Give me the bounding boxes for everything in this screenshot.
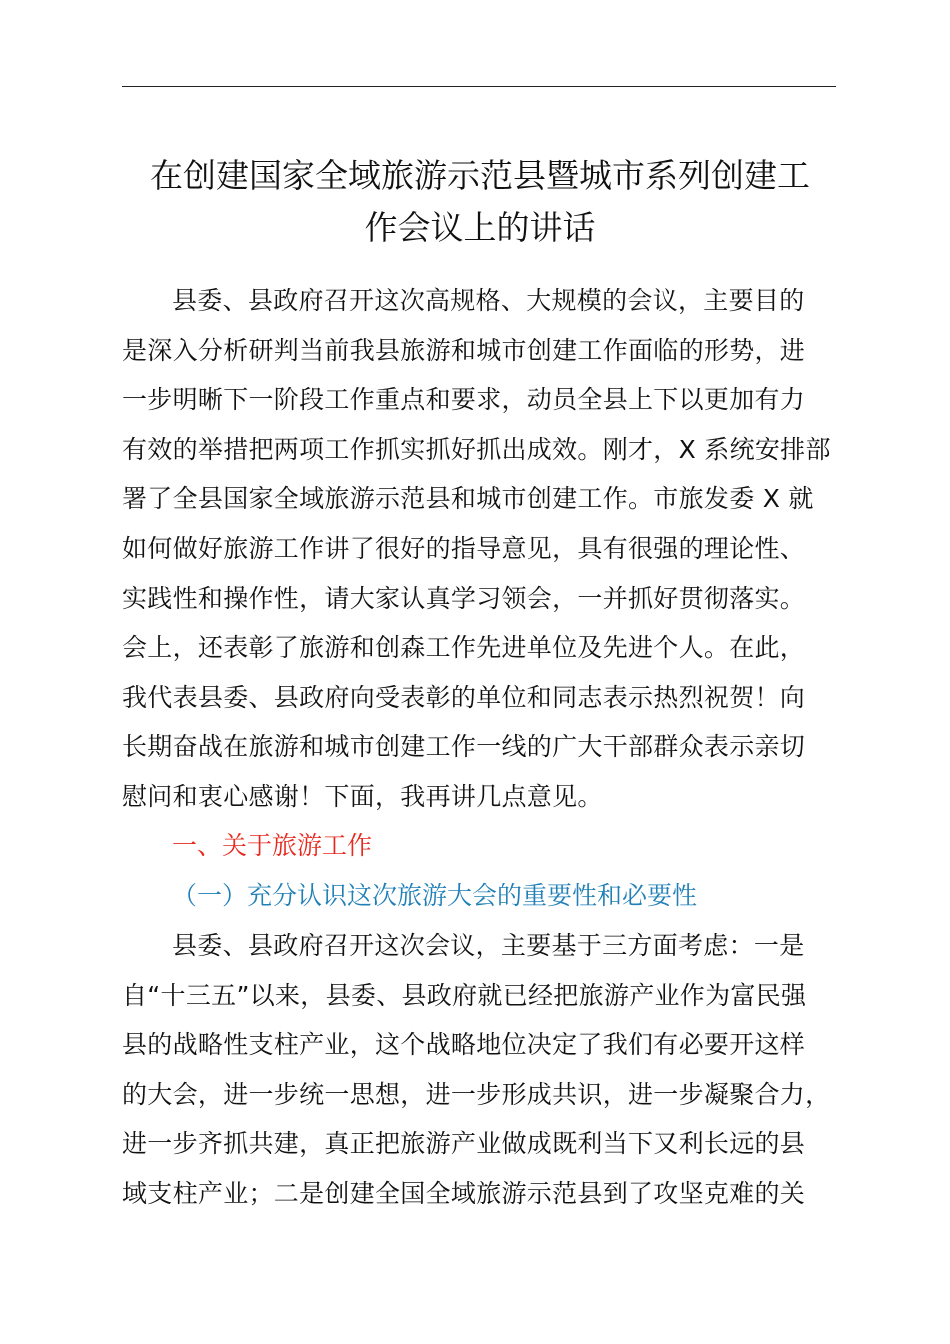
- title-line: 作会议上的讲话: [364, 208, 596, 247]
- paragraph-line: 有效的举措把两项工作抓实抓好抓出成效。刚才，X 系统安排部: [122, 434, 831, 464]
- paragraph-line: 慰问和衷心感谢！下面，我再讲几点意见。: [122, 781, 603, 811]
- subsection-heading: （一）充分认识这次旅游大会的重要性和必要性: [172, 881, 698, 910]
- paragraph-line: 署了全县国家全域旅游示范县和城市创建工作。市旅发委 X 就: [122, 484, 814, 514]
- document-title: [110, 150, 850, 254]
- paragraph-line: 县委、县政府召开这次高规格、大规模的会议，主要目的: [172, 286, 805, 315]
- paragraph-line: 的大会，进一步统一思想，进一步形成共识，进一步凝聚合力，: [122, 1079, 831, 1109]
- paragraph-line: 我代表县委、县政府向受表彰的单位和同志表示热烈祝贺！向: [122, 682, 806, 712]
- paragraph-line: 县的战略性支柱产业，这个战略地位决定了我们有必要开这样: [122, 1030, 806, 1060]
- paragraph-line: 县委、县政府召开这次会议，主要基于三方面考虑：一是: [172, 931, 805, 960]
- paragraph-line: 实践性和操作性，请大家认真学习领会，一并抓好贯彻落实。: [122, 583, 806, 613]
- header-rule: [122, 86, 836, 87]
- paragraph-line: 是深入分析研判当前我县旅游和城市创建工作面临的形势，进: [122, 335, 806, 365]
- paragraph-line: 一步明晰下一阶段工作重点和要求，动员全县上下以更加有力: [122, 385, 806, 415]
- section-heading: 一、关于旅游工作: [172, 831, 373, 860]
- paragraph-line: 如何做好旅游工作讲了很好的指导意见，具有很强的理论性、: [122, 533, 806, 563]
- paragraph-considerations: [122, 921, 838, 1219]
- title-line: 在创建国家全域旅游示范县暨城市系列创建工: [150, 156, 810, 195]
- paragraph-line: 域支柱产业；二是创建全国全域旅游示范县到了攻坚克难的关: [122, 1178, 806, 1208]
- paragraph-line: 自“十三五”以来，县委、县政府就已经把旅游产业作为富民强: [122, 980, 807, 1010]
- paragraph-intro: [122, 276, 838, 822]
- paragraph-line: 进一步齐抓共建，真正把旅游产业做成既利当下又利长远的县: [122, 1129, 806, 1159]
- paragraph-line: 会上，还表彰了旅游和创森工作先进单位及先进个人。在此，: [122, 633, 806, 663]
- paragraph-line: 长期奋战在旅游和城市创建工作一线的广大干部群众表示亲切: [122, 732, 806, 762]
